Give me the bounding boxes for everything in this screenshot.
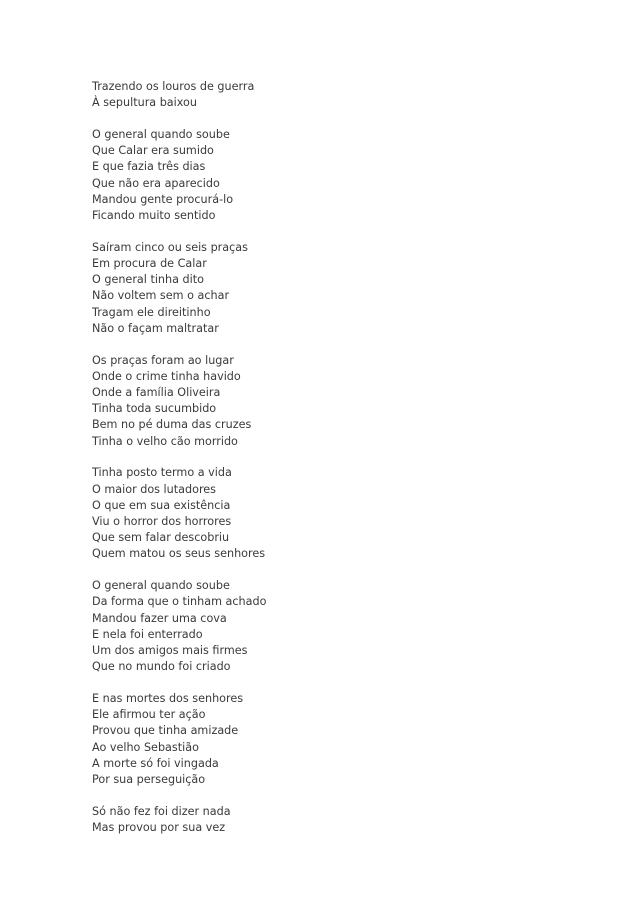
poem-line: Tragam ele direitinho [92,305,211,319]
stanza [92,79,572,111]
poem-line: Onde a família Oliveira [92,386,221,400]
poem-line: Quem matou os seus senhores [92,547,266,561]
poem-line: O maior dos lutadores [92,482,217,496]
stanza [92,804,572,836]
poem-line: Que sem falar descobriu [92,531,230,545]
poem-line: Só não fez foi dizer nada [92,804,231,818]
poem-line: Ao velho Sebastião [92,740,199,754]
stanza [92,127,572,224]
poem-line: O general quando soube [92,579,230,593]
poem-line: Ele afirmou ter ação [92,708,206,722]
poem-line: Não o façam maltratar [92,321,219,335]
poem-line: Viu o horror dos horrores [92,515,232,529]
poem-line: Que no mundo foi criado [92,660,231,674]
poem-line: O general tinha dito [92,273,204,287]
stanza [92,353,572,450]
poem-line: Mandou gente procurá-lo [92,192,234,206]
poem-line: Por sua perseguição [92,773,206,787]
poem-line: Bem no pé duma das cruzes [92,418,252,432]
stanza [92,691,572,788]
poem-line: E que fazia três dias [92,160,206,174]
poem-line: Tinha posto termo a vida [92,466,232,480]
stanza [92,465,572,562]
poem-line: Saíram cinco ou seis praças [92,240,248,254]
poem-line: Onde o crime tinha havido [92,369,241,383]
poem-line: Que Calar era sumido [92,144,214,158]
poem-line: O general quando soube [92,128,230,141]
poem-line: À sepultura baixou [92,96,197,110]
poem-line: Provou que tinha amizade [92,724,239,738]
poem-line: Ficando muito sentido [92,209,216,223]
poem-line: O que em sua existência [92,498,231,512]
stanza [92,578,572,675]
poem-line: Um dos amigos mais firmes [92,644,248,658]
poem-line: A morte só foi vingada [92,756,219,770]
poem-line: E nela foi enterrado [92,627,203,641]
poem-line: Os praças foram ao lugar [92,353,234,367]
poem-line: Mas provou por sua vez [92,821,226,835]
poem-line: Que não era aparecido [92,176,220,190]
poem-line: Não voltem sem o achar [92,289,230,303]
poem-text [92,79,572,852]
poem-line: Mandou fazer uma cova [92,611,227,625]
poem-line: E nas mortes dos senhores [92,692,244,706]
poem-line: Em procura de Calar [92,257,207,271]
poem-line: Tinha o velho cão morrido [92,434,238,448]
poem-line: Tinha toda sucumbido [92,402,217,416]
stanza [92,240,572,337]
poem-line: Trazendo os louros de guerra [92,80,255,93]
poem-line: Da forma que o tinham achado [92,595,267,609]
